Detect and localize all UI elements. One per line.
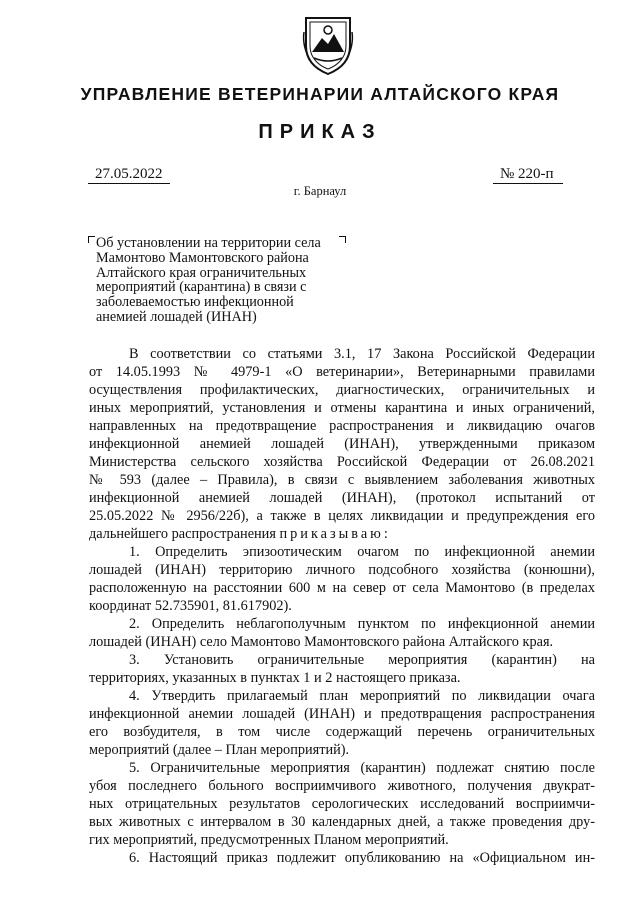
subject-line: мероприятий (карантина) в связи с	[96, 279, 307, 296]
clause-5-line: гих мероприятий, предусмотренных Планом мероприятий.	[89, 832, 449, 848]
order-body	[89, 345, 595, 867]
subject-line: заболеваемостью инфекционной	[96, 294, 294, 311]
order-number: № 220-п	[500, 166, 554, 182]
subject-line: Об установлении на территории села	[96, 235, 321, 251]
clause-2-line: 2. Определить неблагополучным пунктом по инфекционной анемии	[129, 616, 595, 632]
order-keyword: приказываю:	[279, 526, 391, 542]
subject-line: Мамонтово Мамонтовского района	[96, 249, 309, 266]
preamble-line: инфекционной анемией лошадей (ИНАН), утвержденными приказом	[89, 436, 595, 452]
clause-1-line: лошадей (ИНАН) территорию личного подсобного хозяйства (конюшни),	[89, 562, 595, 578]
preamble-line: № 593 (далее – Правила), в связи с выявлением заболевания животных	[89, 472, 595, 488]
clause-2-line: лошадей (ИНАН) село Мамонтово Мамонтовского района Алтайского края.	[89, 634, 554, 650]
preamble-line: 25.05.2022 № 2956/22б), а также в целях ликвидации и предупреждения его	[89, 508, 595, 524]
clause-5-line: вых животных с интервалом в 30 календарных дней, а также проведения дру-	[89, 814, 595, 830]
preamble-line: В соответствии со статьями 3.1, 17 Закона Российской Федерации	[129, 346, 595, 362]
clause-3-line: территориях, указанных в пунктах 1 и 2 настоящего приказа.	[89, 670, 461, 686]
order-subject	[96, 236, 346, 325]
subject-line: анемией лошадей (ИНАН)	[96, 308, 257, 325]
document-type: ПРИКАЗ	[258, 121, 382, 143]
clause-1-line: расположенную на расстоянии 600 м на север от села Мамонтово (в пределах	[89, 580, 595, 596]
preamble-line: иных мероприятий, установления и отмены карантина и иных ограничений,	[89, 400, 595, 416]
clause-5-line: ных отрицательных результатов серологических исследований восприимчи-	[89, 796, 595, 812]
subject-bracket-left	[88, 236, 95, 243]
clause-5-line: 5. Ограничительные мероприятия (карантин) подлежат снятию после	[129, 760, 595, 776]
preamble-line: от 14.05.1993 № 4979-1 «О ветеринарии», Ветеринарными правилами	[89, 364, 595, 380]
order-date: 27.05.2022	[95, 166, 163, 182]
clause-1-line: координат 52.735901, 81.617902).	[89, 598, 292, 614]
subject-line: Алтайского края ограничительных	[96, 264, 307, 281]
preamble-line	[89, 525, 595, 543]
organization-name: УПРАВЛЕНИЕ ВЕТЕРИНАРИИ АЛТАЙСКОГО КРАЯ	[80, 84, 560, 104]
clause-4-line: мероприятий (далее – План мероприятий).	[89, 742, 350, 758]
clause-6-line: 6. Настоящий приказ подлежит опубликованию на «Официальном ин-	[129, 850, 595, 866]
preamble-line: инфекционной анемией лошадей (ИНАН), (протокол испытаний от	[89, 490, 595, 506]
clause-4-line: 4. Утвердить прилагаемый план мероприятий по ликвидации очага	[129, 688, 595, 704]
clause-4-line: инфекционной анемии лошадей (ИНАН) и предотвращения распространения	[89, 706, 595, 722]
preamble-text: дальнейшего распространения	[89, 526, 280, 542]
clause-5-line: убоя последнего больного восприимчивого животного, получения двукрат-	[89, 778, 595, 794]
clause-4-line: его возбудителя, в том числе содержащий перечень ограничительных	[89, 724, 595, 740]
altai-krai-coat-of-arms-icon	[300, 12, 356, 76]
preamble-line: направленных на предотвращение распространения и ликвидацию очагов	[89, 418, 595, 434]
clause-3-line: 3. Установить ограничительные мероприятия (карантин) на	[129, 652, 595, 668]
city: г. Барнаул	[293, 184, 347, 198]
clause-1-line: 1. Определить эпизоотическим очагом по инфекционной анемии	[129, 544, 595, 560]
preamble-line: осуществления профилактических, диагностических, ограничительных и	[89, 382, 595, 398]
preamble-line: Министерства сельского хозяйства Российской Федерации от 26.08.2021	[89, 454, 595, 470]
